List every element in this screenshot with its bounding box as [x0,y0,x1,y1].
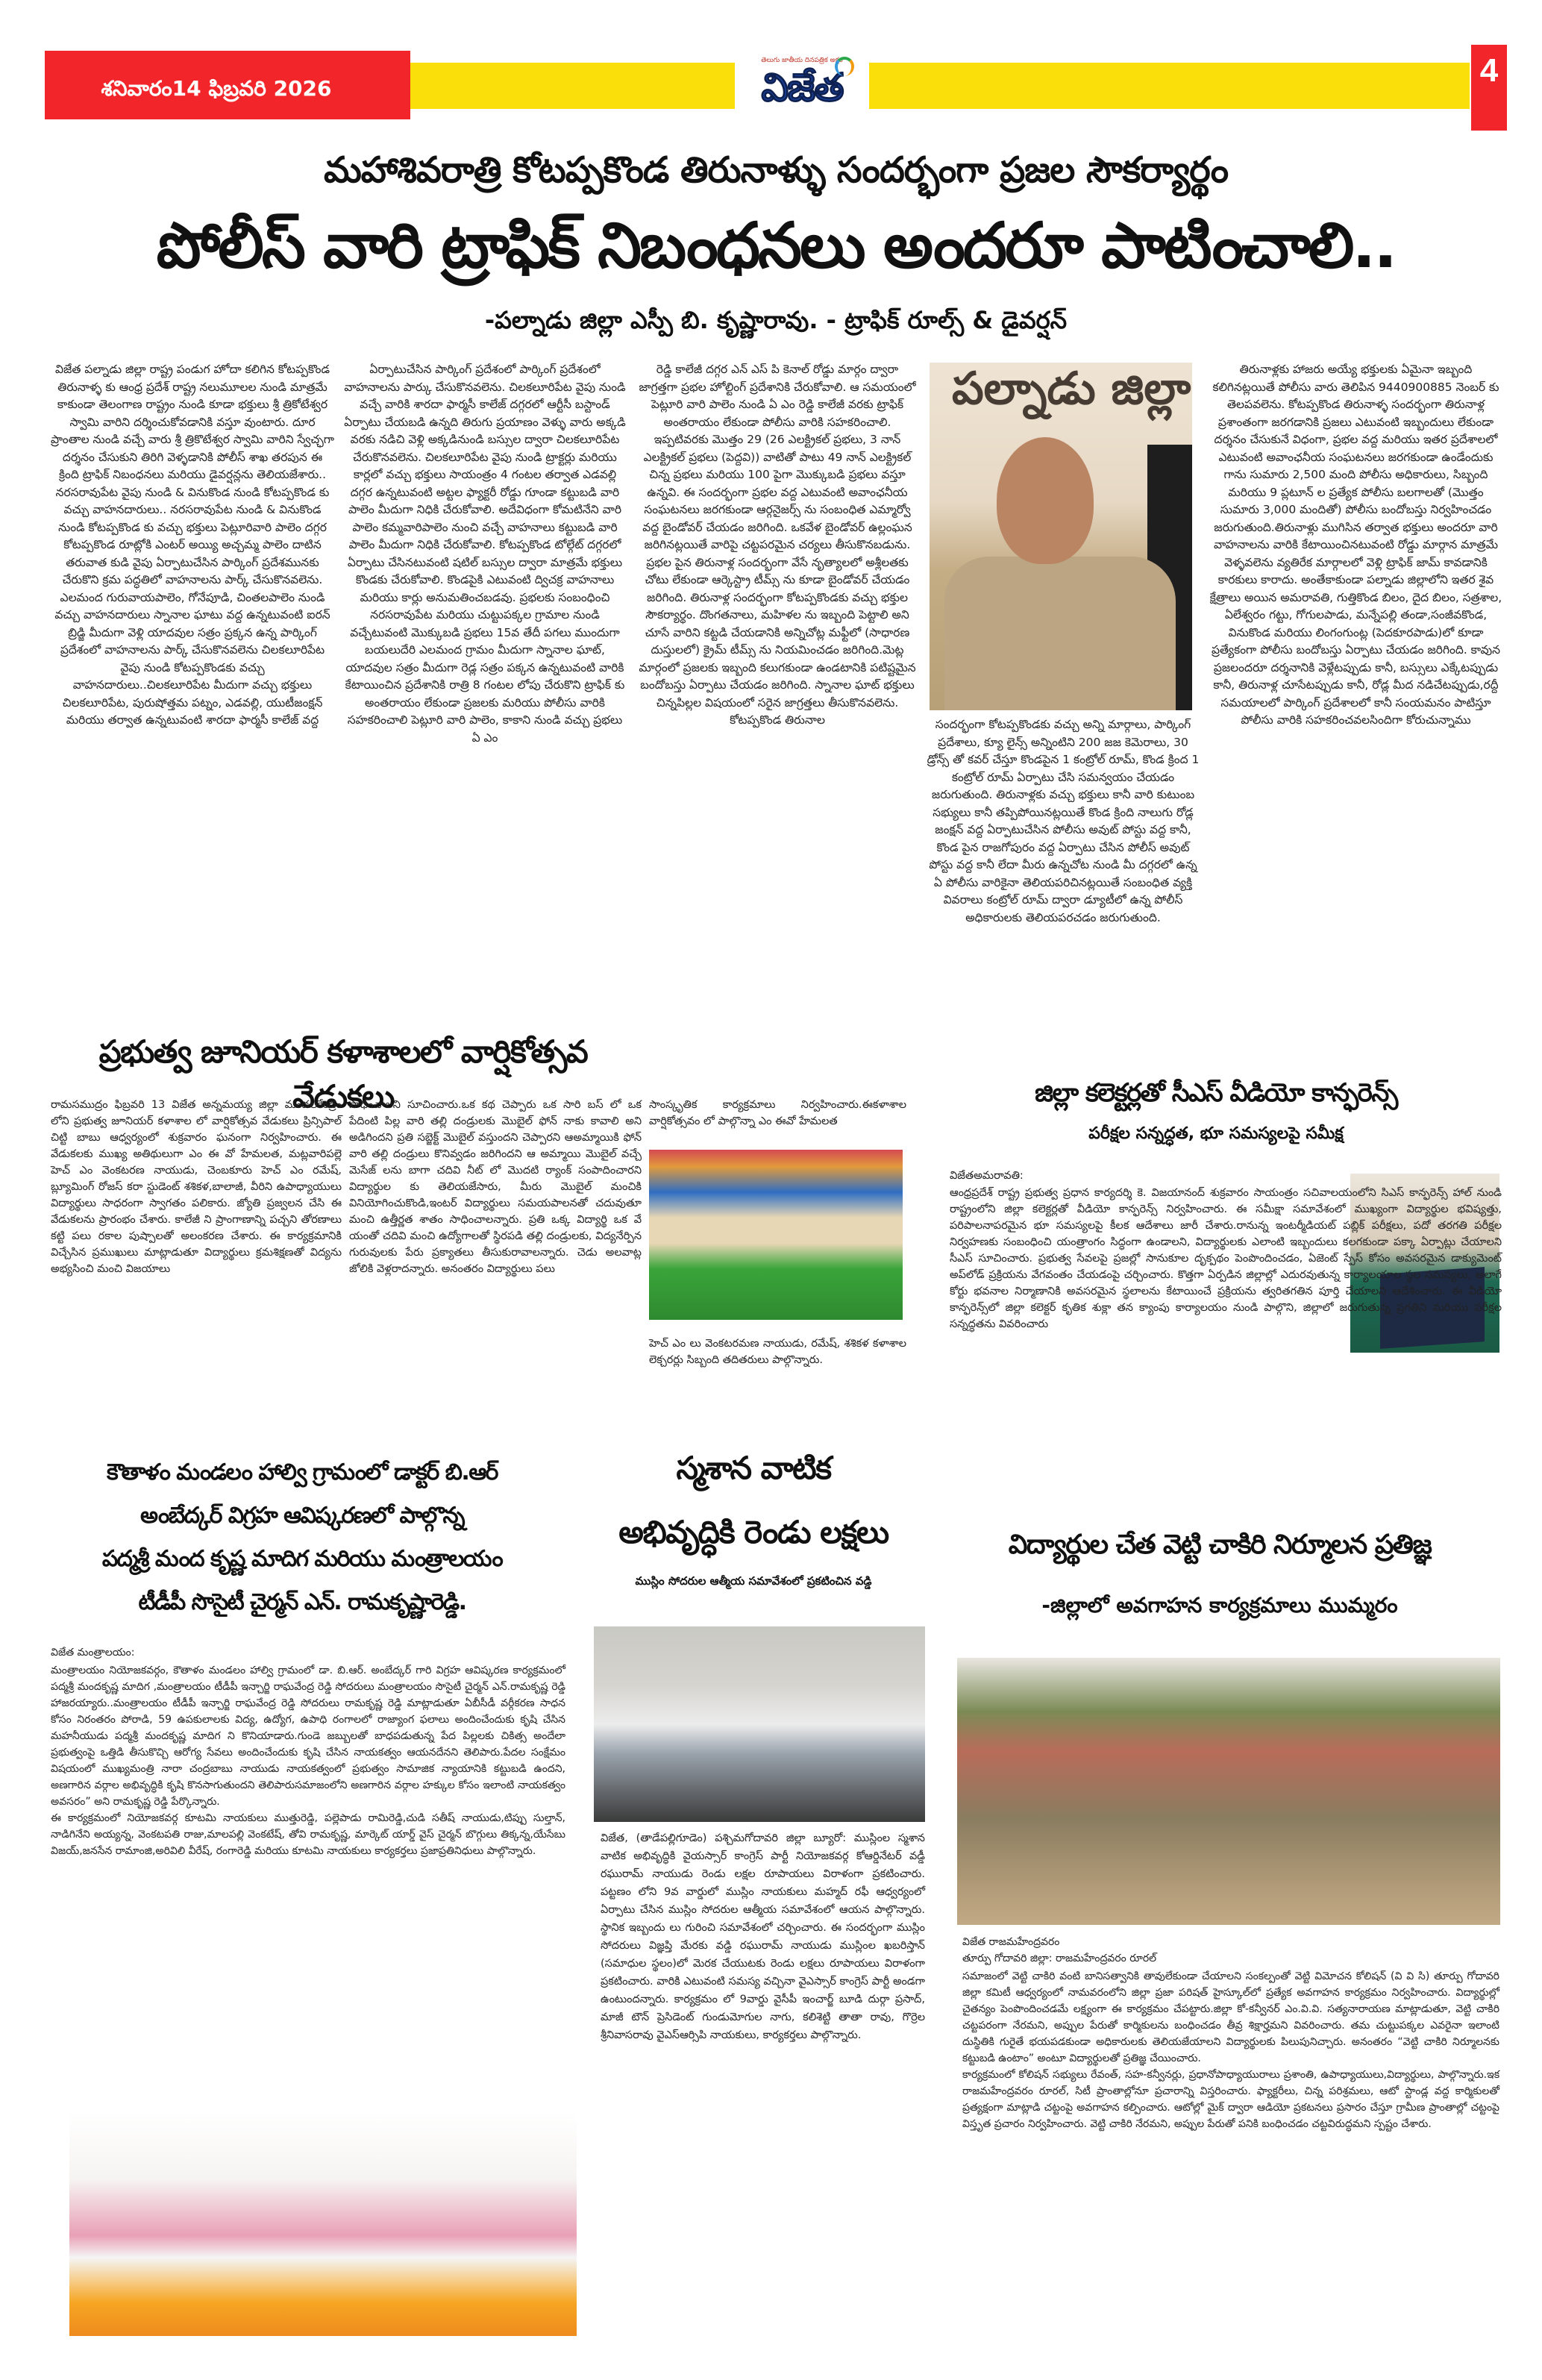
lead-column-1: విజేత పల్నాడు జిల్లా రాష్ట్ర పండుగ హోదా కలిగిన కోటప్పకొండ తిరునాళ్ళ కు ఆంధ్ర ప్రదేశ్ రాష్ట్ర నలుమూలల నుండి మాత్రమే కాకుండా తెలంగాణ రాష్ట్రం నుండి కూడా భక్తులు శ్రీ త్రికోటేశ్వర స్వామి వారిని దర్శించుకోవడానికి వస్తూ వుంటారు. దూర ప్రాంతాల నుండి వచ్చే వారు శ్రీ త్రికొటేశ్వర స్వామి వారిని స్వేచ్ఛగా దర్శనం చేసుకుని తిరిగి వెళ్ళడానికి పోలీస్ శాఖ తరపున ఈ క్రింది ట్రాఫిక్ నిబంధనలు మరియు డైవర్షన్లను తెలియజేశారు.. నరసరావుపేట వైపు నుండి & వినుకొండ నుండి కోటప్పకొండ కు వచ్చు వాహనదారులు.. నరసరావుపేట నుండి & వినుకొండ నుండి కోటప్పకొండ కు వచ్చు భక్తులు పెట్లూరివారి పాలెం దగ్గర కోటప్పకొండ రూట్లోకి ఎంటర్ అయ్యి అచ్చమ్మ పాలెం దాటిన తరువాత కుడి వైపు ఏర్పాటుచేసిన పార్కింగ్ ప్రదేశమునకు చేరుకొని క్రమ పద్ధతిలో వాహనాలను పార్క్ చేసుకొనవలెను. ఎలమంద గురువాయపాలెం, గోనేపూడి, చింతలపాలెం నుండి వచ్చు వాహనదారులు స్నానాల ఘాటు వద్ద ఉన్నటువంటి ఐరన్ బ్రిడ్జి మీదుగా వెళ్లి యాదవుల సత్రం ప్రక్కన ఉన్న పార్కింగ్ ప్రదేశంలో వాహనాలను పార్క్ చేసుకొనవలెను చిలకలూరిపేట వైపు నుండి కోటప్పకొండకు వచ్చు వాహనదారులు..చిలకలూరిపేట మీదుగా వచ్చు భక్తులు చిలకలూరిపేట, పురుషోత్తమ పట్నం, ఎడవల్లి, యుటీజంక్షన్ మరియు తర్వాత ఉన్నటువంటి శారదా ఫార్మసీ కాలేజ్ వద్ద [51,363,335,727]
graveyard-subhead: ముస్లిం సోదరుల ఆత్మీయ సమావేశంలో ప్రకటించిన వడ్డి [635,1574,872,1588]
ambedkar-dateline: విజేత మంత్రాలయం: [51,1647,135,1659]
logo-swirl-icon [835,57,854,76]
college-column-3-bottom: హెచ్ ఎం లు వెంకటరమణ నాయుడు, రమేష్, శశికళ కళాశాల లెక్చరర్లు సిబ్బంది తదితరులు పాల్గొన్నారు. [649,1338,906,1366]
college-column-1: రామసముద్రం ఫిబ్రవరి 13 విజేత అన్నమయ్య జిల్లా మండలకేంద్రం లోని ప్రభుత్వ జూనియర్ కళాశాల లో వార్షికోత్సవ వేడుకలు ప్రిన్సిపాల్ చిట్టి బాబు ఆధ్వర్యంలో శుక్రవారం ఘనంగా నిర్వహించారు. ఈ వేడుకలకు ముఖ్య అతిథులుగా ఎం ఈ వో హేమలత, మట్లవారిపల్లె హెచ్ ఎం వెంకటరణ నాయుడు, చెంబకూరు హెచ్ ఎం రమేష్, బ్ల్యూమింగ్ రోజస్ కరా స్టుడెంట్ శశికళ,బాలాజీ, వీరిని ఉపాధ్యాయులు విద్యార్థులు సాధరంగా స్వాగతం పలికారు. జ్యోతి ప్రజ్వలన చేసి ఈ వేడుకలను ప్రారంభం చేశారు. కాలేజీ ని ప్రాంగాణాన్ని పచ్చని తోరణాలు కట్టి పలు రకాల పుష్పాలతో అలంకరణ చేశారు. ఈ కార్యక్రమానికి విచ్చేసిన ప్రముఖులు మాట్లాడుతూ విద్యార్థులు క్రమశిక్షణతో విద్యను అభ్యసించి మంచి విజయాలు [51,1099,342,1275]
cs-dateline: విజేతఅమరావతి: [950,1170,1024,1182]
ambedkar-statue-event-photo [69,2112,577,2336]
lead-column-2: ఏర్పాటుచేసిన పార్కింగ్ ప్రదేశంలో పార్కింగ్ ప్రదేశంలో వాహనాలను పార్కు చేసుకొనవలెను. చిలకలూరిపేట వైపు నుండి వచ్చే వారికి శారదా ఫార్మసీ కాలేజ్ దగ్గరలో ఆర్టీసీ బస్టాండ్ ఏర్పాటు చేయబడి ఉన్నది తిరుగు ప్రయాణం వెళ్ళు వారు అక్కడి వరకు నడిచి వెళ్లి అక్కడినుండి బస్సుల ద్వారా చిలకలూరిపేట చేరుకొనవలెను. చిలకలూరిపేట వైపు నుండి ట్రాక్టర్లు మరియు కార్లలో వచ్చు భక్తులు సాయంత్రం 4 గంటల తర్వాత ఎడవల్లి దగ్గర ఉన్నటువంటి అట్టల ఫ్యాక్టరీ రోడ్డు గూండా కట్టుబడి వారి పాలెం మీదుగా నిధికి చేరుకోవాలి. అదేవిధంగా కోమటినేని వారి పాలెం కమ్మవారిపాలెం నుంచి వచ్చే వాహనాలు కట్టుబడి వారి పాలెం మీదుగా నిధికి చేరుకోవాలి. కోటప్పకొండ టోల్గేట్ దగ్గరలో ఏర్పాటు చేసినటువంటి షటిల్ బస్సుల ద్వారా మాత్రమే భక్తులు కొండకు చేరుకోవాలి. కొండపైకి ఎటువంటి ద్విచక్ర వాహనాలు మరియు కార్లు అనుమతించబడవు. ప్రభలకు సంబంధించి నరసరావుపేట మరియు చుట్టుపక్కల గ్రామాల నుండి వచ్చేటువంటి మొక్కుబడి ప్రభలు 15వ తేదీ పగలు ముందుగా బయలుదేరి ఎలమంద గ్రామం మీదుగా స్నానాల ఘాట్, యాదవుల సత్రం మీదుగా రెడ్ల సత్రం పక్కన ఉన్నటువంటి వారికి కేటాయించిన ప్రదేశానికి రాత్రి 8 గంటల లోపు చేరుకొని ట్రాఫిక్ కు అంతరాయం లేకుండా ప్రజలకు మరియు పోలీసు వారికి సహకరించాలి పెట్లూరి వారి పాలెం, కాకాని నుండి వచ్చు ప్రభలు ఏ ఎం [344,363,626,745]
vetti-headline: విద్యార్థుల చేత వెట్టి చాకిరి నిర్మూలన ప్రతిజ్ఞ [1008,1529,1432,1560]
graveyard-body: విజేత, (తాడేపల్లిగూడెం) పశ్చిమగోదావరి జిల్లా బ్యూరో: ముస్లింల స్మశాన వాటిక అభివృద్ధికి వైయస్సార్ కాంగ్రెస్ పార్టీ నియోజకవర్గ కోఆర్డినేటర్ వడ్డీ రఘురామ్ నాయుడు రెండు లక్షల రూపాయలు విరాళంగా ప్రకటించారు. పట్టణం లోని 9వ వార్డులో ముస్లిం నాయకులు మహ్మద్ రఫీ ఆధ్వర్యంలో ఏర్పాటు చేసిన ముస్లిం సోదరుల ఆత్మీయ సమావేశంలో ఆయన పాల్గొన్నారు. స్థానిక ఇబ్బందు లు గురించి సమావేశంలో చర్చించారు. ఈ సందర్భంగా ముస్లిం సోదరులు విజ్ఞప్తి మేరకు వడ్డి రఘురామ్ నాయుడు ముస్లింల ఖబరిస్తాన్ (సమాధుల స్థలం)లో మెరక చేయుటకు రెండు లక్షలు రూపాయలు విరాళంగా ప్రకటించారు. వారికి ఎటువంటి సమస్య వచ్చినా వైఎస్సార్ కాంగ్రెస్ పార్టీ అండగా ఉంటుందన్నారు. కార్యక్రమం లో 9వార్డు వైసీపీ ఇంచార్జ్ బూడి దుర్గా ప్రసాద్, మాజీ టౌన్ ప్రెసిడెంట్ గుండుమోగుల నాగు, కలిశెట్టి తాతా రావు, గొర్రెల శ్రీనివాసరావు వైఎస్ఆర్సిపి నాయకులు, కార్యకర్తలు పాల్గొన్నారు. [601,1832,925,2041]
vetti-dateline-1: విజేత రాజమహేంద్రవరం [962,1936,1060,1948]
lead-column-4: సందర్భంగా కోటప్పకొండకు వచ్చు అన్ని మార్గాలు, పార్కింగ్ ప్రదేశాలు, క్యూ లైన్స్ అన్నింటిని 200 జజ కెమెరాలు, 30 డ్రోన్స్ తో కవర్ చేస్తూ కొండపైన 1 కంట్రోల్ రూమ్, కొండ క్రింద 1 కంట్రోల్ రూమ్ ఏర్పాటు చేసి సమన్వయం చేయడం జరుగుతుంది. తిరునాళ్లకు వచ్చు భక్తులు కానీ వారి కుటుంబ సభ్యులు కానీ తప్పిపోయినట్లయితే కొండ క్రింది నాలుగు రోడ్ల జంక్షన్ వద్ద ఏర్పాటుచేసిన పోలీసు అవుట్ పోస్టు వద్ద కానీ, కొండ పైన రాజగోపురం వద్ద ఏర్పాటు చేసిన పోలీస్ అవుట్ పోస్టు వద్ద కానీ లేదా మీరు ఉన్నచోట నుండి మీ దగ్గరలో ఉన్న ఏ పోలీసు వారికైనా తెలియపరిచినట్లయితే సంబంధిత వ్యక్తి వివరాలు కంట్రోల్ రూమ్ ద్వారా డ్యూటీలో ఉన్న పోలీస్ అధికారులకు తెలియపరచడం జరుగుతుంది. [927,718,1200,924]
college-column-2: సాధించాలని సూచించారు.ఒక కథ చెప్పారు ఒక సారి బస్ లో ఒక పేదింటి పిల్ల వారి తల్లి దండ్రులకు మొబైల్ ఫోన్ నాకు కావాలి అని అడిగిందని ప్రతి సబ్జెక్ట్ మొబైల్ వస్తుందని చెప్పారని ఆఅమ్మాయికి ఫోన్ వారి తల్లి దండ్రులు కొనివ్వడం జరిగిందని ఆ అమ్మాయి మొబైల్ వచ్చే మెసేజ్ లను బాగా చదివి నీట్ లో మొదటి ర్యాంక్ సంపాదించారని విద్యార్థుల కు తెలియజేసారు, మీరు మొబైల్ మంచికి వినియోగించుకొండి,ఇంటర్ విద్యార్థులు సమయపాలనతో చదువుతూ మంచి ఉత్తీర్ణత శాతం సాధించాలన్నారు. ప్రతి ఒక్క విద్యార్థి ఒక వే యంతో చదివి మంచి ఉద్యోగాలతో స్థిరపడి తల్లి దండ్రులకు, విద్యనేర్పిన గురువులకు పేరు ప్రక్యాతలు తీసుకురావాలన్నారు. చెడు అలవాట్ల జోలికి వెళ్లరాదన్నారు. అనంతరం విద్యార్థులు పలు [349,1099,642,1275]
masthead-date-band [45,51,410,119]
graveyard-headline: స్మశాన వాటిక అభివృద్ధికి రెండు లక్షలు [618,1450,888,1550]
page-number: 4 [1471,45,1507,131]
logo-name: విజేత [761,66,843,110]
college-headline: ప్రభుత్వ జూనియర్ కళాశాలలో వార్షికోత్సవ వేడుకలు [98,1033,588,1115]
masthead-yellow-band [410,63,1470,109]
cs-body: ఆంధ్రప్రదేశ్ రాష్ట్ర ప్రభుత్వ ప్రధాన కార్యదర్శి కె. విజయానంద్ శుక్రవారం సాయంత్రం సచివాలయంలోని సిఎస్ కాన్ఫరెన్స్ హాల్ నుండి రాష్ట్రంలోని జిల్లా కలెక్టర్లతో వీడియో కాన్ఫరెన్స్ నిర్వహించారు. ఈ సమీక్షా సమావేశంలో ముఖ్యంగా విద్యార్థుల భవిష్యత్తు, పరిపాలనాపరమైన భూ సమస్యలపై కీలక ఆదేశాలు జారీ చేశారు.రానున్న ఇంటర్మీడియట్ పబ్లిక్ పరీక్షలు, పదో తరగతి పరీక్షల నిర్వహణకు సంబంధించి యంత్రాంగం సిద్ధంగా ఉండాలని, విద్యార్థులకు ఎలాంటి ఇబ్బందులు కలగకుండా పక్కా ఏర్పాట్లు చేయాలని సీఎస్ సూచించారు. ప్రభుత్వ సేవలపై ప్రజల్లో సానుకూల దృక్పథం పెంపొందించడం, ఏజెంట్ స్పేస్ కోసం అవసరమైన డాక్యుమెంట్ అప్‌లోడ్ ప్రక్రియను వేగవంతం చేయడంపై చర్చించారు. కొత్తగా ఏర్పడిన జిల్లాల్లో ఎదురవుతున్న కార్యాలయాల స్థల సమస్యలు, అలాగే కోర్టు భవనాల నిర్మాణానికి అవసరమైన స్థలాలను కేటాయించే ప్రక్రియను త్వరితగతిన పూర్తి చేయాలని ఆదేశించారు. ఈ వీడియో కాన్ఫరెన్స్‌లో జిల్లా కలెక్టర్ కృతిక శుక్లా తన క్యాంపు కార్యాలయం నుండి పాల్గొని, జిల్లాలో జరుగుతున్న ప్రగతిని మరియు పరీక్షల సన్నద్ధతను వివరించారు [950,1187,1502,1330]
lead-headline: పోలీస్ వారి ట్రాఫిక్ నిబంధనలు అందరూ పాటించాలి.. [156,209,1396,282]
vetti-dateline-2: తూర్పు గోదావరి జిల్లా: రాజమహేంద్రవరం రూరల్ [962,1952,1157,1964]
newspaper-logo [735,52,869,127]
lead-column-3: రెడ్డి కాలేజీ దగ్గర ఎన్ ఎస్ పి కెనాల్ రోడ్డు మార్గం ద్వారా జాగ్రత్తగా ప్రభల హోల్టింగ్ ప్రదేశానికి చేరుకోవాలి. ఆ సమయంలో పెట్లూరి వారి పాలెం నుండి ఏ ఎం రెడ్డి కాలేజీ వరకు ట్రాఫిక్ అంతరాయం లేకుండా పోలీసు వారికి సహకరించాలి. ఇప్పటివరకు మొత్తం 29 (26 ఎలక్ట్రికల్ ప్రభలు, 3 నాన్ ఎలక్ట్రికల్ ప్రభలు (పెద్దవి)) వాటితో పాటు 49 నాన్ ఎలక్ట్రికల్ చిన్న ప్రభలు మరియు 100 పైగా మొక్కుబడి ప్రభలు వస్తూ ఉన్నవి. ఈ సందర్భంగా ప్రభల వద్ద ఎటువంటి అవాంఛనీయ సంఘటనలు జరగకుండా ఆర్గనైజర్స్ ను సంబంధిత ఎమ్మార్వో వద్ద బైండోవర్ చేయడం జరిగింది. ఒకవేళ బైండోవర్ ఉల్లంఘన జరిగినట్లయితే వారిపై చట్టపరమైన చర్యలు తీసుకొనబడును. ప్రభల పైన తిరునాళ్ల సందర్భంగా వేసే నృత్యాలలో అశ్లీలతకు చోటు లేకుండా ఆర్కెస్ట్రా టీమ్స్ ను కూడా బైండోవర్ చేయడం జరిగింది. తిరునాళ్ల సందర్భంగా కోటప్పకొండకు వచ్చు భక్తుల సౌకర్యార్థం. దొంగతనాలు, మహిళల ను ఇబ్బంది పెట్టాలి అని చూసే వారిని కట్టడి చేయడానికి అన్నిచోట్ల మఫ్టీలో (సాధారణ దుస్తులలో) క్రైమ్ టీమ్స్ ను నియమించడం జరిగింది.మెట్ల మార్గంలో ప్రజలకు ఇబ్బంది కలుగకుండా ఉండటానికి పటిష్టమైన బందోబస్తు ఏర్పాటు చేయడం జరిగింది. స్నానాల ఘాట్ భక్తులు చిన్నపిల్లల విషయంలో సరైన జాగ్రత్తలు తీసుకొనవలెను. కోటప్పకొండ తిరునాల [639,363,916,727]
ambedkar-body: మంత్రాలయం నియోజకవర్గం, కౌతాళం మండలం హాల్వి గ్రామంలో డా. బి.ఆర్. అంబేద్కర్ గారి విగ్రహ ఆవిష్కరణ కార్యక్రమంలో పద్మశ్రీ మందకృష్ణ మాదిగ ,మంత్రాలయం టీడీపీ ఇన్చార్జి రాఘవేంద్ర రెడ్డి సోదరులు మంత్రాలయం సొసైటీ చైర్మన్ ఎన్.రామకృష్ణ రెడ్డి హాజరయ్యారు..మంత్రాలయం టీడీపీ ఇన్చార్జి రాఘవేంద్ర రెడ్డి సోదరులు రామకృష్ణ రెడ్డి మాట్లాడుతూ ఏబీసీడీ వర్గీకరణ సాధన కోసం నిరంతరం పోరాడి, 59 ఉపకులాలకు విద్య, ఉద్యోగ, ఉపాధి రంగాలలో రాజ్యాంగ ఫలాలు అందించేందుకు కృషి చేసిన మహనీయుడు పద్మశ్రీ మందకృష్ణ మాదిగ ని కొనియాడారు.గుండె జబ్బులతో బాధపడుతున్న పేద పిల్లలకు చికిత్స అందేలా ప్రభుత్వంపై ఒత్తిడి తీసుకొచ్చి ఆరోగ్య సేవలు అందించేందుకు కృషి చేసిన నాయకత్వం ఆయనదేనని తెలిపారు.పేదల సంక్షేమం విషయంలో ముఖ్యమంత్రి నారా చంద్రబాబు నాయుడు నాయకత్వంలో ప్రభుత్వం సామాజిక న్యాయానికి కట్టుబడి ఉందని, అణగారిన వర్గాల అభివృద్ధికి కృషి కొనసాగుతుందని తెలిపారుసమాజంలోని అణగారిన వర్గాల హక్కుల కోసం ఇలాంటి నాయకత్వం అవసరం” అని రామకృష్ణ రెడ్డి పేర్కొన్నారు. ఈ కార్యక్రమంలో నియోజకవర్గ కూటమి నాయకులు ముత్తురెడ్డి, పల్లెపాడు రామిరెడ్డి,చుడి సతీష్ నాయుడు,టిప్పు సుల్తాన్, నాడిగినేని అయ్యన్న, వెంకటపతి రాజు,మాలపల్లి వెంకటేష్, తోవి రామకృష్ణ, మార్కెట్ యార్డ్ వైస్ చైర్మన్ బొగ్గులు తిక్కన్న,యేసేబు విజయ్,జనసేన రామాంజి,అరివిలి వీరేష్, రంగారెడ్డి మరియు కూటమి నాయకులు కార్యకర్తలు ప్రజాప్రతినిధులు పాల్గొన్నారు. [51,1665,565,1857]
masthead [45,45,1507,127]
lead-column-5: తిరునాళ్లకు హాజరు అయ్యే భక్తులకు ఏమైనా ఇబ్బంది కలిగినట్లయితే పోలీసు వారు తెలిపిన 9440900885 నెంబర్ కు తెలపవలెను. కోటప్పకొండ తిరునాళ్ళ సందర్భంగా తిరునాళ్ల ప్రశాంతంగా జరగడానికి ప్రజలు ఎటువంటి ఇబ్బందులు లేకుండా దర్శనం చేసుకునే విధంగా, ప్రభల వద్ద మరియు ఇతర ప్రదేశాలలో ఎటువంటి అవాంఛనీయ సంఘటనలు జరగకుండా ఉండేందుకు గాను సుమారు 2,500 మంది పోలీసు అధికారులు, సిబ్బంది మరియు 9 ప్లటూన్ ల ప్రత్యేక పోలీసు బలగాలతో (మొత్తం సుమారు 3,000 మందితో) పోలీసు బందోబస్తు నిర్వహించడం జరుగుతుంది.తిరునాళ్లు ముగిసిన తర్వాత భక్తులు అందరూ వారి వాహనాలను వారికి కేటాయించినటువంటి రోడ్డు మార్గాన మాత్రమే వెళ్ళవలెను వ్యతిరేక మార్గాలలో వెళ్లి ట్రాఫిక్ జామ్ కావడానికి కారకులు కారాదు. అంతేకాకుండా పల్నాడు జిల్లాలోని ఇతర శైవ క్షేత్రాలు అయిన అమరావతి, గుత్తికొండ బిలం, దైద బిలం, సత్రశాల, ఏలేశ్వరం గట్టు, గోగులపాడు, మన్నేపల్లి తండా,సంజీవకొండ, వినుకొండ మరియు లింగంగుంట్ల (పెదకూరపాడు)లో కూడా ప్రత్యేకంగా పోలీసు బందోబస్తు ఏర్పాటు చేయడం జరిగింది. కావున ప్రజలందరూ దర్శనానికి వెళ్లేటప్పుడు కానీ, బస్సులు ఎక్కేటప్పుడు కానీ, తిరునాళ్ల చూసేటప్పుడు కానీ, రోడ్ల మీద నడిచేటప్పుడు,రద్దీ సమయాలలో పార్కింగ్ ప్రదేశాలలో కానీ సంయమనం పాటిస్తూ పోలీసు వారికి సహకరించవలసిందిగా కోరుచున్నాము [1209,363,1502,727]
ambedkar-headline: కౌతాళం మండలం హాల్వి గ్రామంలో డాక్టర్ బి.ఆర్ అంబేద్కర్ విగ్రహ ఆవిష్కరణలో పాల్గొన్న పద్మశ్రీ మంద కృష్ణ మాదిగ మరియు మంత్రాలయం టీడీపీ సొసైటీ చైర్మన్ ఎన్. రామకృష్ణారెడ్డి. [101,1459,503,1615]
photo-wall-text: పల్నాడు జిల్లా [952,363,1191,415]
muslim-brothers-meeting-photo [594,1626,925,1822]
lead-kicker: మహాశివరాత్రి కోటప్పకొండ తిరునాళ్ళు సందర్భంగా ప్రజల సౌకర్యార్థం [323,149,1229,191]
college-stage-photo [649,1150,903,1320]
vetti-body: సమాజంలో వెట్టి చాకిరి వంటి బానిసత్వానికి తావులేకుండా చేయాలని సంకల్పంతో వెట్టి విమోచన కోలిషన్ (వి వి సి) తూర్పు గోదావరి జిల్లా కమిటీ ఆధ్వర్యంలో నామవరంలోని జిల్లా ప్రజా పరిషత్ హైస్కూల్‌లో ప్రత్యేక అవగాహన కార్యక్రమం నిర్వహించారు. విద్యార్థుల్లో చైతన్యం పెంపొందించడమే లక్ష్యంగా ఈ కార్యక్రమం చేపట్టారు.జిల్లా కో-కన్వీనర్ ఎం.వి.వి. సత్యనారాయణ మాట్లాడుతూ, వెట్టి చాకిరి చట్టపరంగా నేరమని, అప్పుల పేరుతో కార్మికులను బంధించడం తీవ్ర శిక్షార్హమని వివరించారు. తమ చుట్టుపక్కల ఎవరైనా ఇలాంటి దుస్థితికి గురైతే భయపడకుండా అధికారులకు తెలియజేయాలని విద్యార్థులకు పిలుపునిచ్చారు. అనంతరం “వెట్టి చాకిరి నిర్మూలనకు కట్టుబడి ఉంటాం” అంటూ విద్యార్థులతో ప్రతిజ్ఞ చేయించారు. కార్యక్రమంలో కోలిషన్ సభ్యులు రేవంత్, సహ-కన్వీనర్లు, ప్రధానోపాధ్యాయురాలు ప్రశాంతి, ఉపాధ్యాయులు,విద్యార్థులు, పాల్గొన్నారు.ఇక రాజమహేంద్రవరం రూరల్, సిటీ ప్రాంతాల్లోనూ ప్రచారాన్ని విస్తరించారు. ఫ్యాక్టరీలు, చిన్న పరిశ్రమలు, ఆటో స్టాండ్ల వద్ద కార్మికులతో ప్రత్యక్షంగా మాట్లాడి చట్టంపై అవగాహన కల్పించారు. ఆటోల్లో మైక్ ద్వారా ఆడియో ప్రకటనలు ప్రసారం చేస్తూ గ్రామీణ ప్రాంతాల్లో చట్టంపై విస్తృత ప్రచారం నిర్వహించారు. వెట్టి చాకిరి నేరమని, అప్పుల పేరుతో పనికి బంధించడం చట్టవిరుద్ధమని స్పష్టం చేశారు. [962,1970,1499,2130]
logo-tagline: తెలుగు జాతీయ దినపత్రిక అక్షర [761,57,843,64]
lead-byline: -పల్నాడు జిల్లా ఎస్పీ బి. కృష్ణారావు. - ట్రాఫిక్ రూల్స్ & డైవర్షన్ [484,306,1068,334]
cs-subhead: పరీక్షల సన్నద్ధత, భూ సమస్యలపై సమీక్ష [1088,1124,1344,1143]
school-pledge-photo [957,1658,1500,1925]
cs-headline: జిల్లా కలెక్టర్లతో సీఎస్ వీడియో కాన్ఫరెన్స్ [1035,1078,1397,1108]
sp-portrait-photo [930,363,1192,710]
issue-date: శనివారం14 ఫిబ్రవరి 2026 [101,76,332,101]
vetti-subhead: -జిల్లాలో అవగాహన కార్యక్రమాలు ముమ్మరం [1041,1593,1398,1618]
college-column-3-top: సాంస్కృతిక కార్యక్రమాలు నిర్వహించారు.ఈకళాశాల వార్షికోత్సవం లో పాల్గొన్నా ఎం ఈవో హేమలత [649,1099,906,1127]
